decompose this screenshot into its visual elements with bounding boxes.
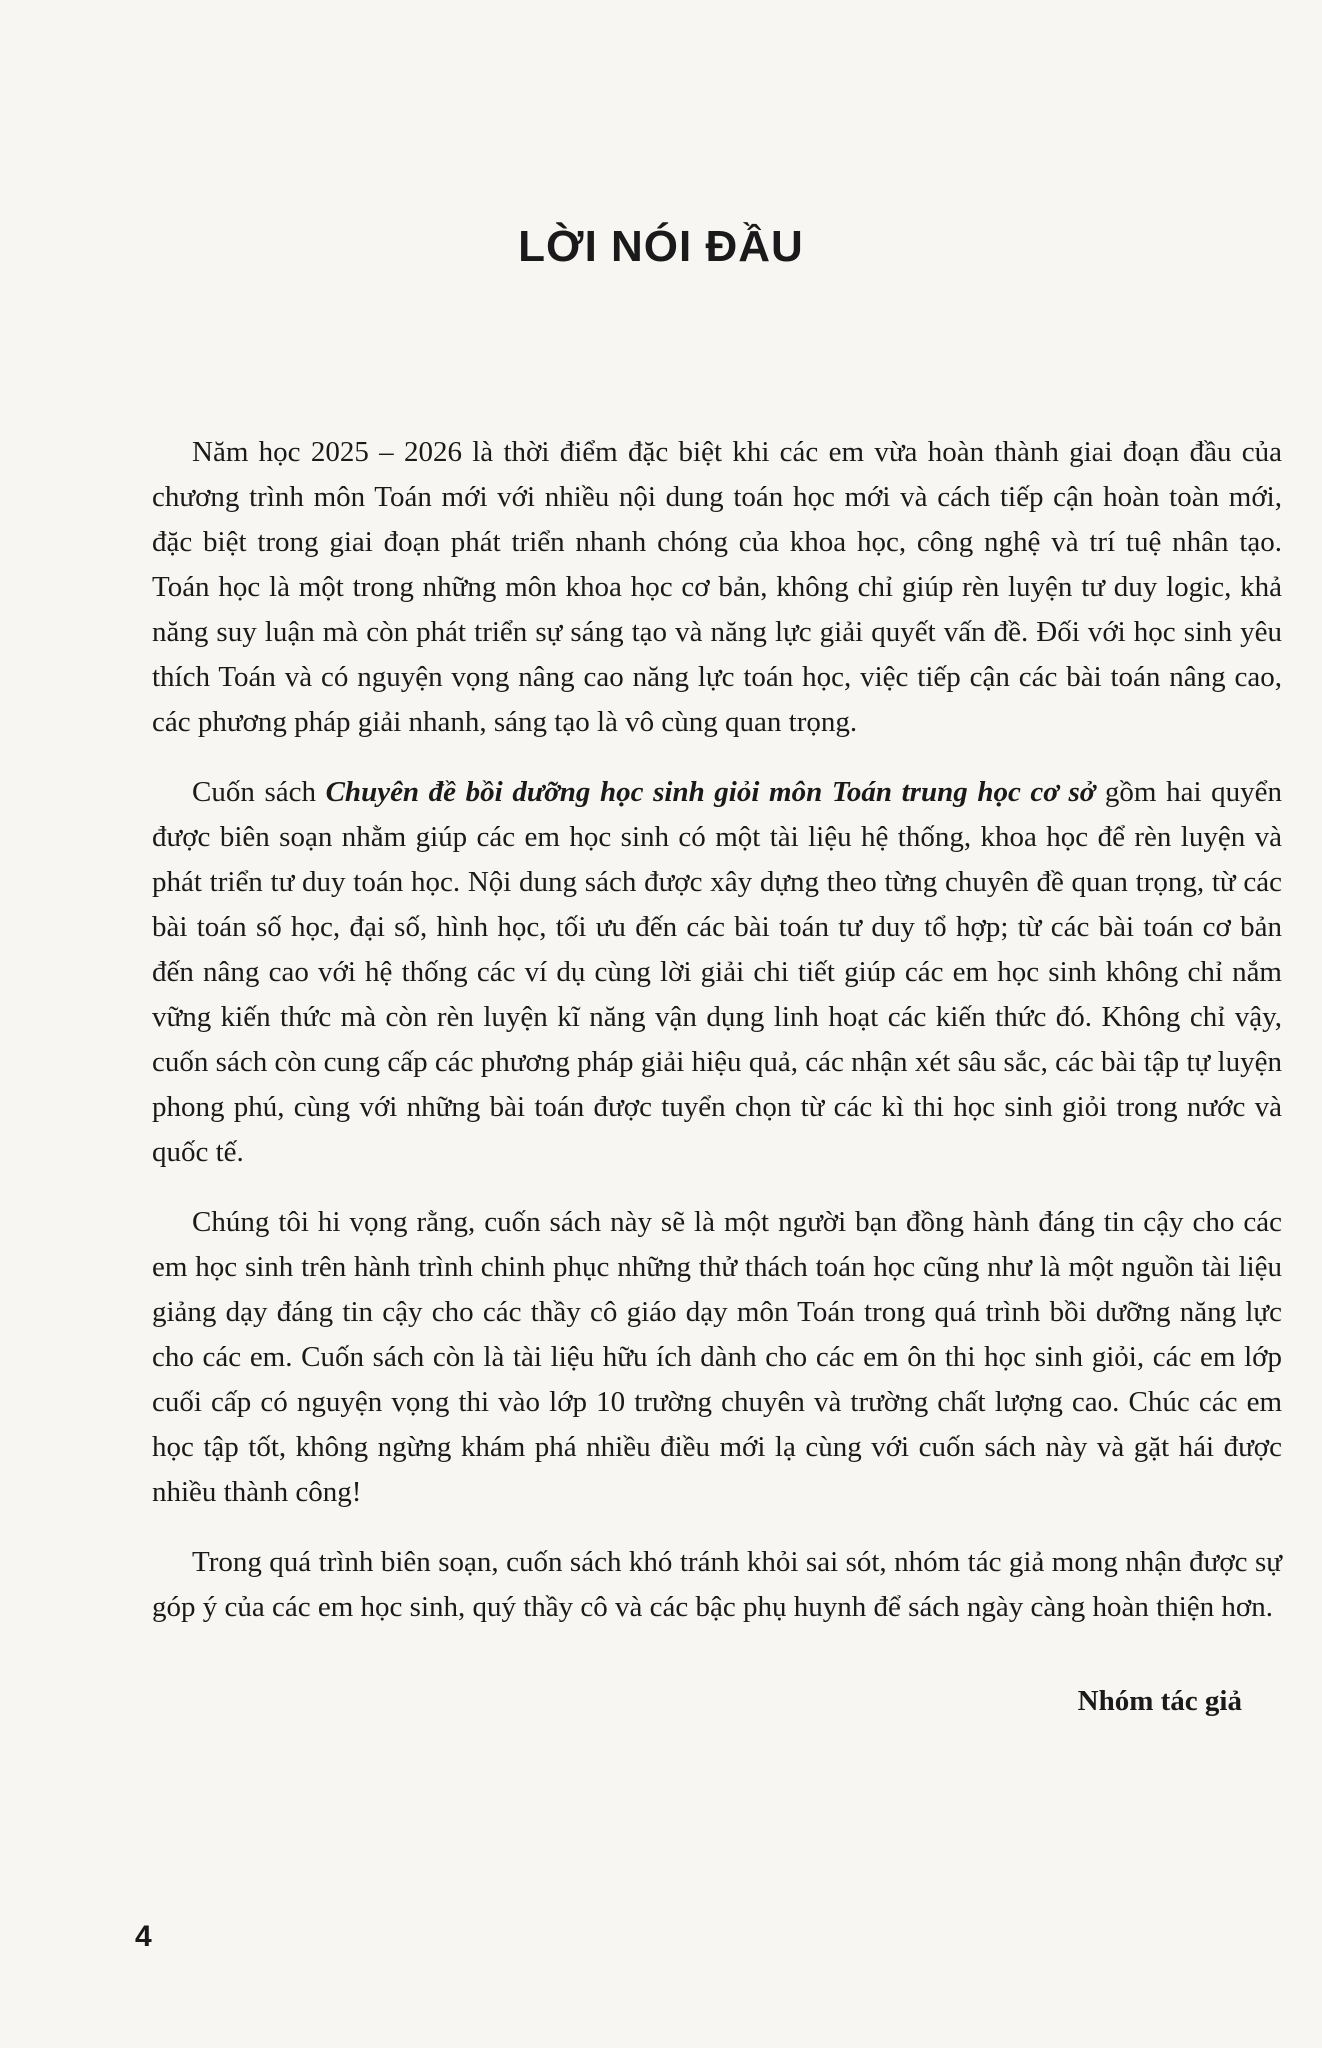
paragraph-2 bbox=[152, 770, 1282, 1175]
paragraph-1: Năm học 2025 – 2026 là thời điểm đặc biệt khi các em vừa hoàn thành giai đoạn đầu của chương trình môn Toán mới với nhiều nội dung toán học mới và cách tiếp cận hoàn toàn mới, đặc biệt trong giai đoạn phát triển nhanh chóng của khoa học, công nghệ và trí tuệ nhân tạo. Toán học là một trong những môn khoa học cơ bản, không chỉ giúp rèn luyện tư duy logic, khả năng suy luận mà còn phát triển sự sáng tạo và năng lực giải quyết vấn đề. Đối với học sinh yêu thích Toán và có nguyện vọng nâng cao năng lực toán học, việc tiếp cận các bài toán nâng cao, các phương pháp giải nhanh, sáng tạo là vô cùng quan trọng. bbox=[152, 436, 1282, 738]
preface-body bbox=[152, 430, 1282, 1655]
page-title: LỜI NÓI ĐẦU bbox=[518, 222, 804, 271]
page-number: 4 bbox=[135, 1920, 152, 1953]
author-signature: Nhóm tác giả bbox=[1077, 1685, 1242, 1717]
paragraph-2-intro: Cuốn sách bbox=[192, 776, 326, 808]
book-title: Chuyên đề bồi dưỡng học sinh giỏi môn Toán trung học cơ sở bbox=[325, 776, 1096, 808]
paragraph-4: Trong quá trình biên soạn, cuốn sách khó tránh khỏi sai sót, nhóm tác giả mong nhận được sự góp ý của các em học sinh, quý thầy cô và các bậc phụ huynh để sách ngày càng hoàn thiện hơn. bbox=[152, 1546, 1282, 1623]
paragraph-2-rest: gồm hai quyển được biên soạn nhằm giúp các em học sinh có một tài liệu hệ thống, khoa học để rèn luyện và phát triển tư duy toán học. Nội dung sách được xây dựng theo từng chuyên đề quan trọng, từ các bài toán số học, đại số, hình học, tối ưu đến các bài toán tư duy tổ hợp; từ các bài toán cơ bản đến nâng cao với hệ thống các ví dụ cùng lời giải chi tiết giúp các em học sinh không chỉ nắm vững kiến thức mà còn rèn luyện kĩ năng vận dụng linh hoạt các kiến thức đó. Không chỉ vậy, cuốn sách còn cung cấp các phương pháp giải hiệu quả, các nhận xét sâu sắc, các bài tập tự luyện phong phú, cùng với những bài toán được tuyển chọn từ các kì thi học sinh giỏi trong nước và quốc tế. bbox=[152, 776, 1282, 1168]
paragraph-3: Chúng tôi hi vọng rằng, cuốn sách này sẽ là một người bạn đồng hành đáng tin cậy cho các em học sinh trên hành trình chinh phục những thử thách toán học cũng như là một nguồn tài liệu giảng dạy đáng tin cậy cho các thầy cô giáo dạy môn Toán trong quá trình bồi dưỡng năng lực cho các em. Cuốn sách còn là tài liệu hữu ích dành cho các em ôn thi học sinh giỏi, các em lớp cuối cấp có nguyện vọng thi vào lớp 10 trường chuyên và trường chất lượng cao. Chúc các em học tập tốt, không ngừng khám phá nhiều điều mới lạ cùng với cuốn sách này và gặt hái được nhiều thành công! bbox=[152, 1206, 1282, 1508]
